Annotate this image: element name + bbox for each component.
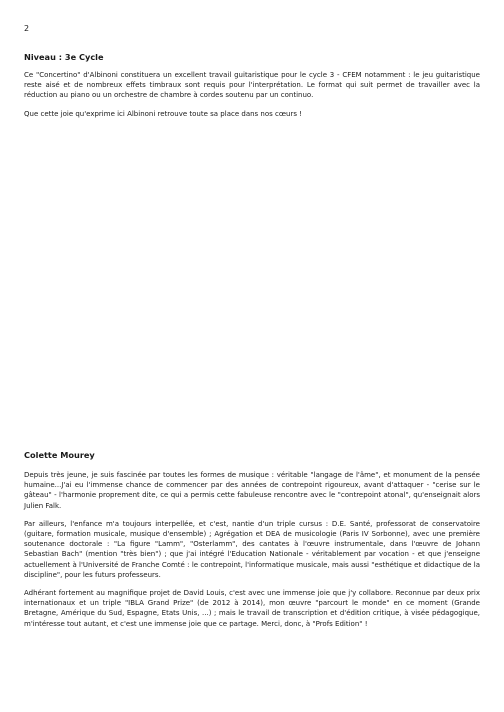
level-paragraph-1: Ce "Concertino" d'Albinoni constituera un excellent travail guitaristique pour le cycle 3 - CFEM notamment : le jeu guitaristique reste aisé et de nombreux effets timbraux sont requis pour l'interprétation. Le format qui suit permet de travailler avec la réduction au piano ou un orchestre de chambre à cordes soutenu par un continuo. xyxy=(24,71,480,100)
level-section xyxy=(24,52,480,127)
page-number: 2 xyxy=(24,24,30,33)
author-paragraph-3: Adhérant fortement au magnifique projet de David Louis, c'est avec une immense joie que j'y collabore. Reconnue par deux prix internationaux et un triple "IBLA Grand Prize" (de 2012 à 2014), mon œuvre "parcourt le monde" en ce moment (Grande Bretagne, Amérique du Sud, Espagne, Etats Unis, ...) ; mais le travail de transcription et d'édition critique, à visée pédagogique, m'intéresse tout autant, et c'est une immense joie que ce partage. Merci, donc, à "Profs Edition" ! xyxy=(24,589,480,628)
author-paragraph-1: Depuis très jeune, je suis fascinée par toutes les formes de musique : véritable "langage de l'âme", et monument de la pensée humaine...J'ai eu l'immense chance de commencer par des années de contrepoint rigoureux, avant d'attaquer - "cerise sur le gâteau" - l'harmonie proprement dite, ce qui a permis cette fabuleuse rencontre avec le "contrepoint atonal", qu'enseignait alors Julien Falk. xyxy=(24,471,480,510)
author-heading: Colette Mourey xyxy=(24,450,95,460)
author-section xyxy=(24,450,480,637)
level-paragraph-2: Que cette joie qu'exprime ici Albinoni retrouve toute sa place dans nos cœurs ! xyxy=(24,109,303,118)
author-paragraph-2: Par ailleurs, l'enfance m'a toujours interpellée, et c'est, nantie d'un triple cursus : D.E. Santé, professorat de conservatoire (guitare, formation musicale, musique d'ensemble) ; Agrégation et DEA de musicologie (Paris IV Sorbonne), avec une première soutenance doctorale : "La figure "Lamm", "Osterlamm", des cantates à l'œuvre instrumentale, dans l'œuvre de Johann Sebastian Bach" (mention "très bien") ; que j'ai intégré l'Education Nationale - véritablement par vocation - et que j'enseigne actuellement à l'Université de Franche Comté : le contrepoint, l'informatique musicale, mais aussi "esthétique et didactique de la discipline", pour les futurs professeurs. xyxy=(24,519,480,579)
level-heading: Niveau : 3e Cycle xyxy=(24,52,104,62)
